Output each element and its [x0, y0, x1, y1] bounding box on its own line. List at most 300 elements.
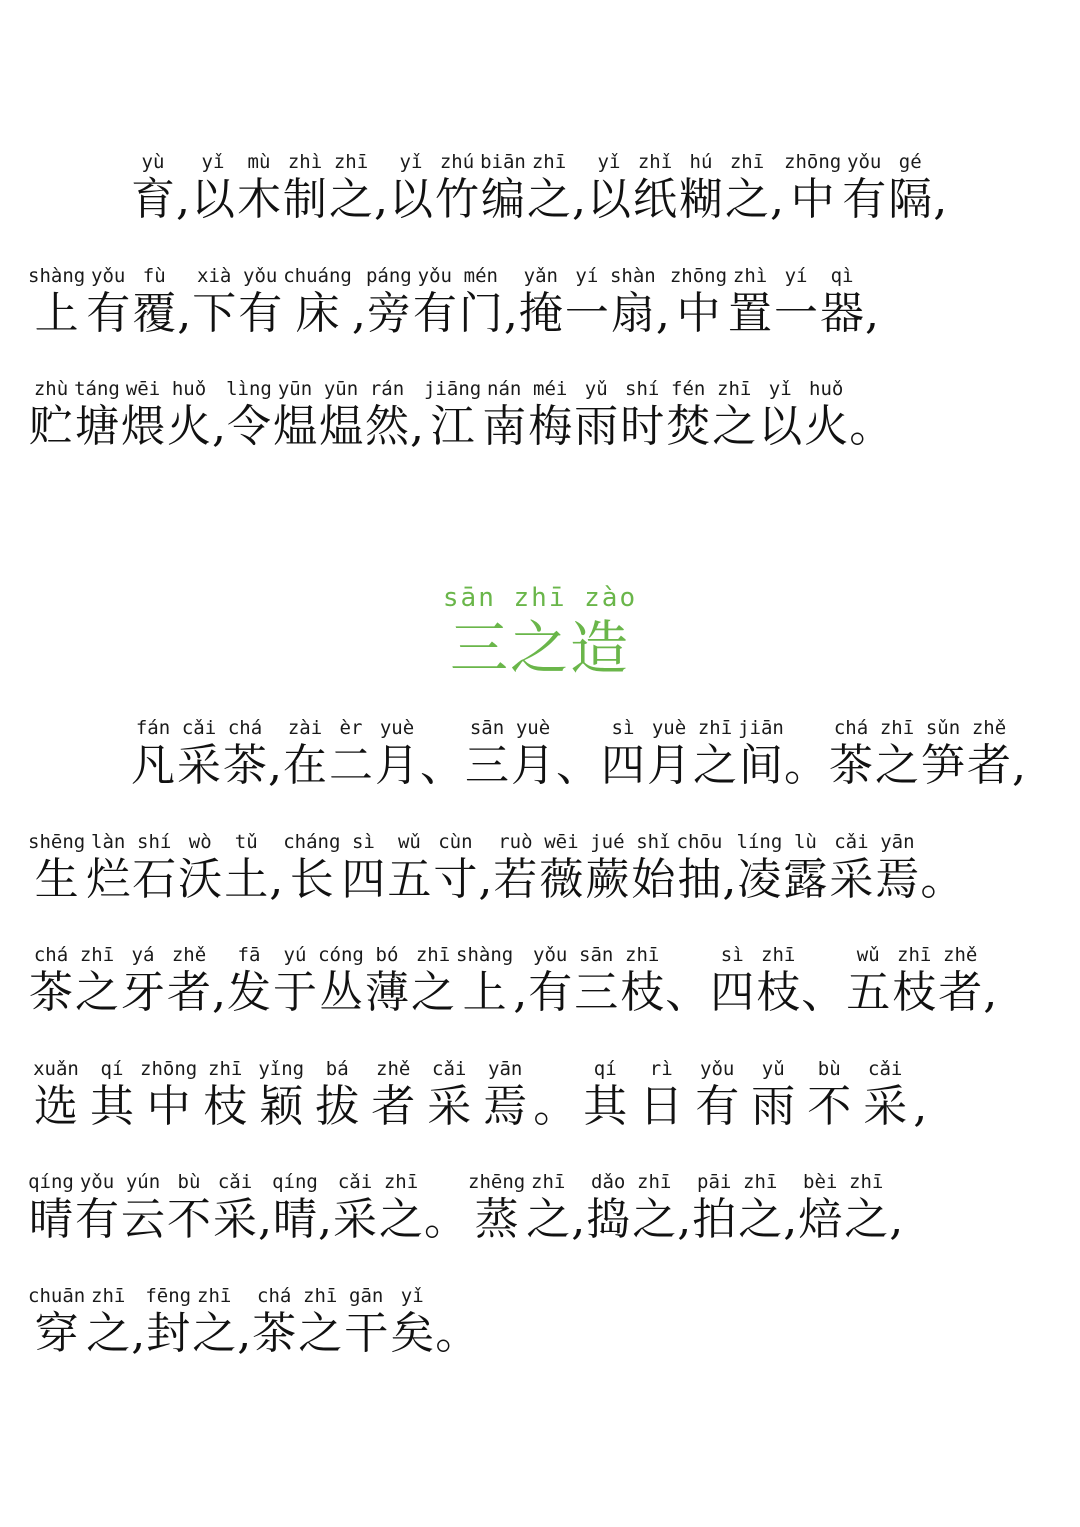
hanzi-char: 者 [167, 967, 211, 1018]
hanzi-char: 令 [227, 401, 271, 452]
hanzi-with-pinyin [920, 716, 966, 792]
text-line-6 [0, 943, 1080, 1019]
hanzi-char: 糊 [679, 174, 723, 225]
pinyin-text: zhī [303, 1285, 338, 1307]
hanzi-with-pinyin [28, 1057, 84, 1133]
punctuation-mark: , [268, 740, 282, 791]
punctuation-mark: 。 [784, 740, 828, 791]
hanzi-with-pinyin [727, 264, 773, 340]
punctuation-mark: , [374, 174, 388, 225]
hanzi-with-pinyin [600, 716, 646, 792]
pinyin-text: mén [463, 265, 498, 287]
hanzi-with-pinyin [527, 377, 573, 453]
hanzi-char: 露 [783, 854, 828, 905]
pinyin-text: yǐ [400, 1285, 424, 1307]
hanzi-char: 丛 [319, 967, 363, 1018]
pinyin-text: yǐ [597, 151, 621, 173]
pinyin-text: sān [469, 717, 505, 739]
hanzi-with-pinyin [283, 264, 352, 340]
pinyin-text: làn [91, 831, 126, 853]
hanzi-char: 有 [412, 288, 457, 339]
hanzi-char: 生 [34, 854, 79, 905]
hanzi-char: 梅 [528, 401, 573, 452]
pinyin-text: fán [135, 717, 171, 739]
hanzi-with-pinyin [272, 943, 318, 1019]
hanzi-with-pinyin [130, 716, 176, 792]
hanzi-with-pinyin [85, 1284, 131, 1360]
punctuation-mark: , [212, 401, 226, 452]
text-line-7 [0, 1057, 1080, 1133]
hanzi-with-pinyin [724, 150, 770, 226]
pinyin-text: yūn [323, 378, 359, 400]
pinyin-text: yān [880, 831, 915, 853]
section-title [0, 582, 1080, 682]
hanzi-char: 四 [710, 967, 755, 1018]
hanzi-with-pinyin [328, 716, 374, 792]
punctuation-mark: , [513, 967, 528, 1018]
pinyin-text: shàng [456, 944, 514, 966]
hanzi-char: 以 [389, 174, 433, 225]
hanzi-char: 在 [283, 740, 327, 791]
hanzi-char: 蕨 [585, 854, 630, 905]
pinyin-text: bá [325, 1058, 349, 1080]
hanzi-char: 茶 [223, 740, 267, 791]
pinyin-text: yá [131, 944, 155, 966]
hanzi-char: 纸 [633, 174, 677, 225]
hanzi-with-pinyin [456, 943, 513, 1019]
hanzi-char: 选 [34, 1081, 78, 1132]
pinyin-text: xuǎn [33, 1058, 79, 1080]
hanzi-with-pinyin [28, 264, 85, 340]
hanzi-char: 采 [427, 1081, 472, 1132]
pinyin-text: èr [339, 717, 363, 739]
hanzi-char: 之 [298, 1308, 343, 1359]
hanzi-char: 月 [647, 740, 691, 791]
pinyin-text: cháng [283, 831, 341, 853]
punctuation-mark: , [131, 1308, 146, 1359]
hanzi-char: 月 [511, 740, 555, 791]
pinyin-text: yún [125, 1171, 161, 1193]
pinyin-text: chá [33, 944, 69, 966]
pinyin-text: zhī [531, 151, 567, 173]
hanzi-with-pinyin [412, 264, 458, 340]
hanzi-with-pinyin [492, 830, 538, 906]
hanzi-char: 江 [430, 401, 475, 452]
pinyin-text: chuān [28, 1285, 86, 1307]
pinyin-text: zhī [879, 717, 915, 739]
hanzi-char: 月 [375, 740, 419, 791]
hanzi-with-pinyin [212, 1170, 258, 1246]
punctuation-mark: , [572, 174, 586, 225]
hanzi-char: 穿 [34, 1308, 79, 1359]
hanzi-with-pinyin [477, 1057, 533, 1133]
hanzi-char: 之 [86, 1308, 131, 1359]
hanzi-char: 木 [237, 174, 281, 225]
punctuation-mark: , [177, 288, 192, 339]
pinyin-text: shí [137, 831, 172, 853]
hanzi-with-pinyin [891, 943, 937, 1019]
pinyin-text: zhī [383, 1171, 419, 1193]
hanzi-char: 其 [90, 1081, 134, 1132]
pinyin-text: zhēng [468, 1171, 526, 1193]
hanzi-char: 茶 [829, 740, 873, 791]
hanzi-with-pinyin [630, 830, 676, 906]
hanzi-with-pinyin [784, 150, 841, 226]
pinyin-text: zhě [376, 1058, 411, 1080]
hanzi-char: 拔 [315, 1081, 360, 1132]
hanzi-char: 火 [167, 401, 211, 452]
hanzi-char: 煴 [273, 401, 317, 452]
hanzi-with-pinyin [166, 1170, 212, 1246]
pinyin-text: yǒu [91, 265, 126, 287]
punctuation-mark: 、 [420, 740, 464, 791]
hanzi-char: 床 [295, 288, 340, 339]
hanzi-char: 枝 [203, 1081, 248, 1132]
pinyin-text: jué [590, 831, 625, 853]
hanzi-char: 颖 [259, 1081, 304, 1132]
hanzi-char: 焚 [666, 401, 711, 452]
hanzi-with-pinyin [874, 716, 920, 792]
pinyin-text: pāi [697, 1171, 732, 1193]
pinyin-text: jiān [738, 717, 784, 739]
hanzi-char: 凡 [131, 740, 175, 791]
pinyin-text: shàn [609, 265, 656, 287]
hanzi-char: 以 [587, 174, 631, 225]
hanzi-with-pinyin [458, 264, 504, 340]
hanzi-char: 晴 [29, 1194, 73, 1245]
hanzi-with-pinyin [573, 943, 619, 1019]
pinyin-text: yǔ [761, 1058, 785, 1080]
hanzi-char: 以 [191, 174, 235, 225]
hanzi-char: 有 [86, 288, 131, 339]
hanzi-with-pinyin [410, 943, 456, 1019]
hanzi-with-pinyin [332, 1170, 378, 1246]
hanzi-with-pinyin [585, 1170, 631, 1246]
pinyin-text: zhì [732, 265, 768, 287]
hanzi-with-pinyin [874, 830, 920, 906]
hanzi-with-pinyin [226, 943, 272, 1019]
hanzi-char: 采 [829, 854, 874, 905]
punctuation-mark: , [655, 288, 670, 339]
pinyin-text: yú [283, 944, 307, 966]
hanzi-char: 始 [631, 854, 676, 905]
pinyin-text: zhī [897, 944, 932, 966]
hanzi-with-pinyin [191, 1284, 237, 1360]
pinyin-text: wēi [125, 378, 161, 400]
hanzi-with-pinyin [28, 943, 74, 1019]
pinyin-text: zhōng [784, 151, 842, 173]
pinyin-text: cùn [438, 831, 473, 853]
hanzi-with-pinyin [745, 1057, 801, 1133]
pinyin-text: tǔ [234, 831, 258, 853]
punctuation-mark: , [983, 967, 998, 1018]
hanzi-with-pinyin [28, 830, 85, 906]
pinyin-text: zhī [208, 1058, 243, 1080]
hanzi-char: 雨 [574, 401, 619, 452]
pinyin-text: gé [898, 151, 922, 173]
hanzi-char: 有 [75, 1194, 119, 1245]
hanzi-with-pinyin [309, 1057, 365, 1133]
hanzi-char: 三 [574, 967, 619, 1018]
pinyin-text: sān [579, 944, 614, 966]
pinyin-text: sǔn [925, 717, 961, 739]
hanzi-char: 石 [132, 854, 177, 905]
hanzi-char: 之 [411, 967, 455, 1018]
hanzi-char: 之 [738, 1194, 783, 1245]
hanzi-with-pinyin [424, 377, 481, 453]
hanzi-with-pinyin [709, 943, 755, 1019]
hanzi-char: 烂 [86, 854, 131, 905]
hanzi-char: 中 [676, 288, 721, 339]
hanzi-char: 捣 [586, 1194, 631, 1245]
hanzi-with-pinyin [120, 943, 166, 1019]
pinyin-text: zhī [743, 1171, 778, 1193]
pinyin-text: cǎi [217, 1171, 253, 1193]
hanzi-char: 长 [289, 854, 334, 905]
hanzi-with-pinyin [28, 1170, 74, 1246]
hanzi-with-pinyin [573, 377, 619, 453]
punctuation-mark: 。 [435, 1308, 480, 1359]
hanzi-with-pinyin [510, 716, 556, 792]
hanzi-char: 于 [273, 967, 317, 1018]
hanzi-char: 之 [527, 174, 571, 225]
punctuation-mark: , [478, 854, 493, 905]
hanzi-char: 薄 [365, 967, 409, 1018]
hanzi-with-pinyin [633, 1057, 689, 1133]
hanzi-char: 枝 [756, 967, 801, 1018]
hanzi-char: 之 [379, 1194, 423, 1245]
pinyin-text: zhī [697, 717, 733, 739]
hanzi-with-pinyin [28, 1284, 85, 1360]
hanzi-with-pinyin [328, 150, 374, 226]
hanzi-char: 上 [462, 967, 507, 1018]
pinyin-text: zhī [625, 944, 660, 966]
hanzi-with-pinyin [755, 943, 801, 1019]
hanzi-char: 器 [820, 288, 865, 339]
hanzi-char: 之 [75, 967, 119, 1018]
hanzi-char: 南 [482, 401, 527, 452]
punctuation-mark: , [889, 1194, 904, 1245]
hanzi-char: 采 [177, 740, 221, 791]
hanzi-with-pinyin [223, 830, 269, 906]
hanzi-with-pinyin [526, 150, 572, 226]
pinyin-text: qí [100, 1058, 124, 1080]
hanzi-with-pinyin [857, 1057, 913, 1133]
hanzi-with-pinyin [130, 150, 176, 226]
pinyin-text: jiāng [424, 378, 482, 400]
pinyin-text: cǎi [868, 1058, 903, 1080]
hanzi-char: 蒸 [474, 1194, 519, 1245]
hanzi-with-pinyin [140, 1057, 197, 1133]
hanzi-with-pinyin [131, 264, 177, 340]
hanzi-char: 制 [283, 174, 327, 225]
pinyin-text: cǎi [834, 831, 869, 853]
hanzi-char: 笋 [921, 740, 965, 791]
hanzi-char: 一 [564, 288, 609, 339]
hanzi-with-pinyin [283, 830, 340, 906]
hanzi-with-pinyin [176, 716, 222, 792]
hanzi-char: 不 [807, 1081, 852, 1132]
pinyin-text: shàng [28, 265, 86, 287]
pinyin-text: wǔ [397, 831, 421, 853]
hanzi-with-pinyin [738, 716, 784, 792]
hanzi-char: 之 [712, 401, 757, 452]
punctuation-mark: 、 [801, 967, 846, 1018]
hanzi-char: 一 [774, 288, 819, 339]
pinyin-text: yù [141, 151, 165, 173]
hanzi-char: 然 [365, 401, 409, 452]
hanzi-with-pinyin [966, 716, 1012, 792]
hanzi-char: 煨 [121, 401, 165, 452]
pinyin-text: hú [689, 151, 713, 173]
punctuation-mark: , [677, 1194, 692, 1245]
hanzi-with-pinyin [340, 830, 386, 906]
section-title-text: 三之造 [449, 614, 630, 682]
hanzi-with-pinyin [343, 1284, 389, 1360]
pinyin-text: cǎi [337, 1171, 373, 1193]
pinyin-text: dǎo [591, 1171, 626, 1193]
hanzi-with-pinyin [74, 377, 120, 453]
hanzi-with-pinyin [131, 830, 177, 906]
hanzi-with-pinyin [365, 1057, 421, 1133]
hanzi-with-pinyin [797, 1170, 843, 1246]
hanzi-char: 四 [601, 740, 645, 791]
pinyin-text: bèi [803, 1171, 838, 1193]
hanzi-char: 干 [344, 1308, 389, 1359]
hanzi-with-pinyin [374, 716, 420, 792]
pinyin-text: yí [575, 265, 599, 287]
hanzi-with-pinyin [887, 150, 933, 226]
hanzi-char: 贮 [29, 401, 73, 452]
punctuation-mark: , [503, 288, 518, 339]
pinyin-text: yǒu [243, 265, 278, 287]
punctuation-mark: 、 [556, 740, 600, 791]
punctuation-mark: , [722, 854, 737, 905]
hanzi-with-pinyin [689, 1057, 745, 1133]
hanzi-char: 拍 [692, 1194, 737, 1245]
hanzi-char: 茶 [252, 1308, 297, 1359]
punctuation-mark: 。 [849, 401, 894, 452]
pinyin-text: sì [720, 944, 744, 966]
hanzi-with-pinyin [378, 1170, 424, 1246]
hanzi-with-pinyin [28, 377, 74, 453]
pinyin-text: zhī [729, 151, 765, 173]
pinyin-text: huǒ [809, 378, 844, 400]
pinyin-text: yí [784, 265, 808, 287]
punctuation-mark: , [212, 967, 226, 1018]
hanzi-with-pinyin [937, 943, 983, 1019]
pinyin-text: fén [671, 378, 706, 400]
pinyin-text: lìng [226, 378, 272, 400]
punctuation-mark: , [258, 1194, 272, 1245]
hanzi-with-pinyin [190, 150, 236, 226]
hanzi-char: 雨 [751, 1081, 796, 1132]
hanzi-char: 时 [620, 401, 665, 452]
pinyin-text: yuè [651, 717, 687, 739]
hanzi-char: 土 [224, 854, 269, 905]
pinyin-text: chōu [676, 831, 723, 853]
hanzi-char: 云 [121, 1194, 165, 1245]
hanzi-with-pinyin [366, 264, 412, 340]
hanzi-char: 塘 [75, 401, 119, 452]
hanzi-char: 以 [758, 401, 803, 452]
hanzi-with-pinyin [564, 264, 610, 340]
pinyin-text: ruò [498, 831, 533, 853]
hanzi-with-pinyin [282, 716, 328, 792]
hanzi-char: 牙 [121, 967, 165, 1018]
punctuation-mark: , [318, 1194, 332, 1245]
hanzi-with-pinyin [619, 943, 665, 1019]
punctuation-mark: , [913, 1081, 928, 1132]
hanzi-with-pinyin [678, 150, 724, 226]
hanzi-char: 二 [329, 740, 373, 791]
hanzi-with-pinyin [272, 377, 318, 453]
hanzi-char: 日 [639, 1081, 684, 1132]
pinyin-text: yǔ [584, 378, 608, 400]
hanzi-char: 置 [728, 288, 773, 339]
pinyin-text: yǒu [533, 944, 568, 966]
pinyin-text: xià [197, 265, 232, 287]
hanzi-with-pinyin [843, 1170, 889, 1246]
hanzi-char: 枝 [620, 967, 665, 1018]
pinyin-text: huǒ [171, 378, 207, 400]
hanzi-with-pinyin [692, 716, 738, 792]
pinyin-text: zhī [333, 151, 369, 173]
hanzi-char: 有 [695, 1081, 740, 1132]
punctuation-mark: 。 [920, 854, 965, 905]
hanzi-char: 其 [583, 1081, 628, 1132]
hanzi-char: 三 [465, 740, 509, 791]
hanzi-char: 矣 [390, 1308, 435, 1359]
pinyin-text: bó [375, 944, 399, 966]
pinyin-text: rán [369, 378, 405, 400]
hanzi-with-pinyin [525, 1170, 571, 1246]
pinyin-text: qíng [28, 1171, 74, 1193]
hanzi-with-pinyin [584, 830, 630, 906]
pinyin-text: mù [247, 151, 271, 173]
text-line-5 [0, 830, 1080, 906]
pinyin-text: wēi [544, 831, 579, 853]
text-line-3 [0, 377, 1080, 453]
hanzi-char: 有 [842, 174, 887, 225]
pinyin-text: yǐ [768, 378, 792, 400]
hanzi-char: 之 [725, 174, 769, 225]
hanzi-char: 掩 [518, 288, 563, 339]
hanzi-with-pinyin [691, 1170, 737, 1246]
hanzi-with-pinyin [432, 830, 478, 906]
text-line-9 [0, 1284, 1080, 1360]
hanzi-with-pinyin [364, 377, 410, 453]
hanzi-with-pinyin [773, 264, 819, 340]
pinyin-text: qíng [272, 1171, 318, 1193]
hanzi-with-pinyin [631, 1170, 677, 1246]
hanzi-char: 之 [192, 1308, 237, 1359]
pinyin-text: yān [488, 1058, 523, 1080]
hanzi-char: 发 [227, 967, 271, 1018]
hanzi-char: 隔 [888, 174, 933, 225]
hanzi-char: 五 [846, 967, 891, 1018]
hanzi-char: 覆 [132, 288, 177, 339]
hanzi-with-pinyin [632, 150, 678, 226]
hanzi-with-pinyin [518, 264, 564, 340]
hanzi-with-pinyin [236, 150, 282, 226]
hanzi-char: 之 [844, 1194, 889, 1245]
pinyin-text: zhī [717, 378, 752, 400]
hanzi-with-pinyin [191, 264, 237, 340]
hanzi-with-pinyin [480, 150, 526, 226]
punctuation-mark: , [571, 1194, 586, 1245]
hanzi-char: 采 [333, 1194, 377, 1245]
